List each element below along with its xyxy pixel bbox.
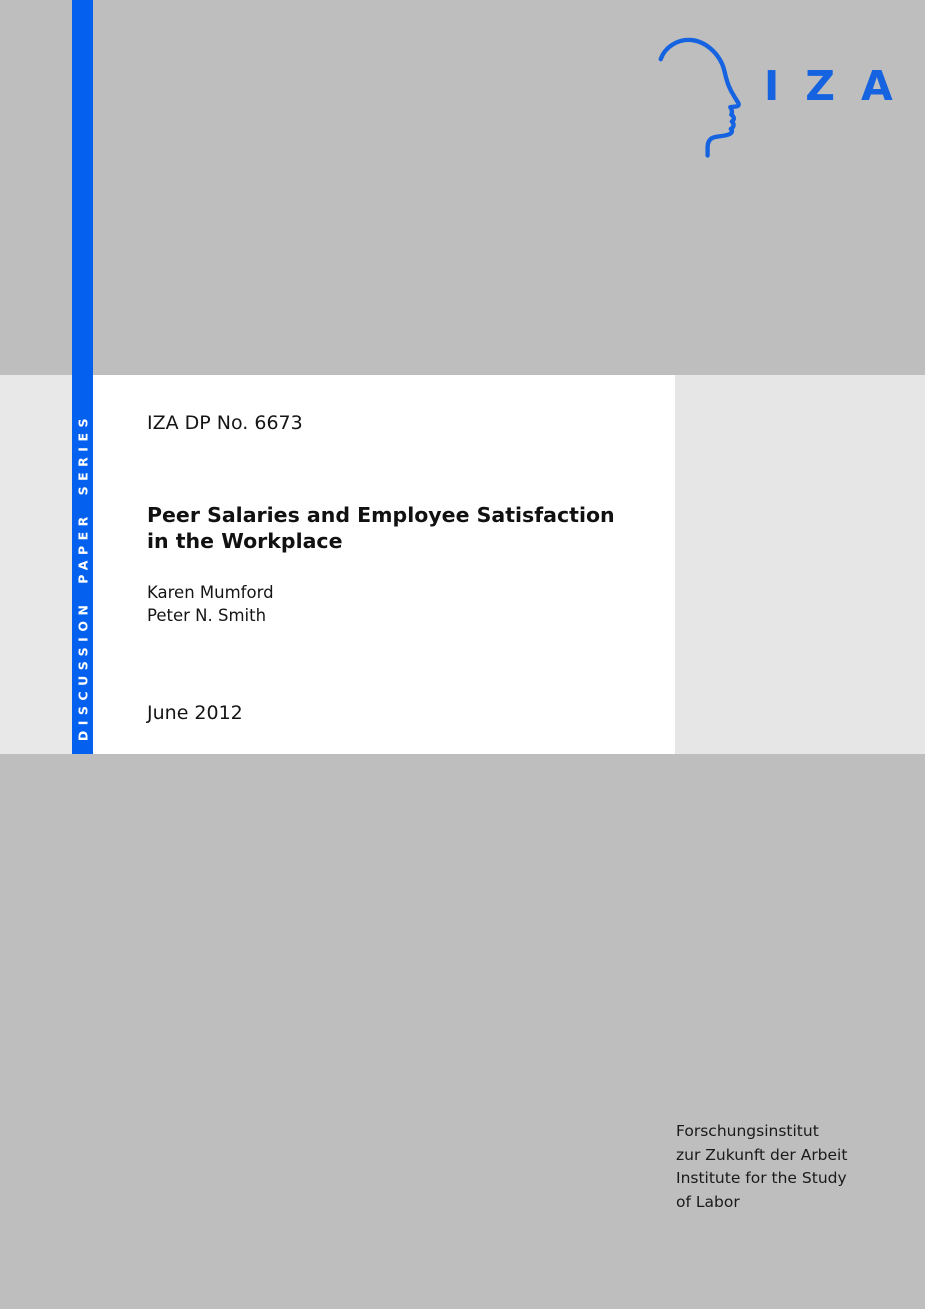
institute-line: Institute for the Study [676, 1169, 847, 1187]
institute-line: zur Zukunft der Arbeit [676, 1145, 848, 1164]
institute-line: Forschungsinstitut [676, 1122, 819, 1140]
series-stripe [72, 0, 93, 754]
institute-line: of Labor [676, 1192, 740, 1211]
paper-title [147, 502, 615, 554]
author-name: Karen Mumford [147, 583, 274, 602]
paper-title-line1: Peer Salaries and Employee Satisfaction [147, 503, 615, 527]
paper-title-line2: in the Workplace [147, 529, 343, 553]
author-name: Peter N. Smith [147, 606, 267, 625]
iza-logo-text: IZA [764, 62, 919, 110]
paper-date: June 2012 [147, 702, 243, 724]
head-profile-icon [643, 32, 745, 158]
institute-block [676, 1120, 847, 1214]
dp-number: IZA DP No. 6673 [147, 412, 303, 434]
middle-band [0, 375, 925, 754]
series-stripe-label: DISCUSSION PAPER SERIES [75, 412, 90, 741]
paper-authors [147, 581, 274, 627]
band-right-gray [675, 375, 925, 754]
